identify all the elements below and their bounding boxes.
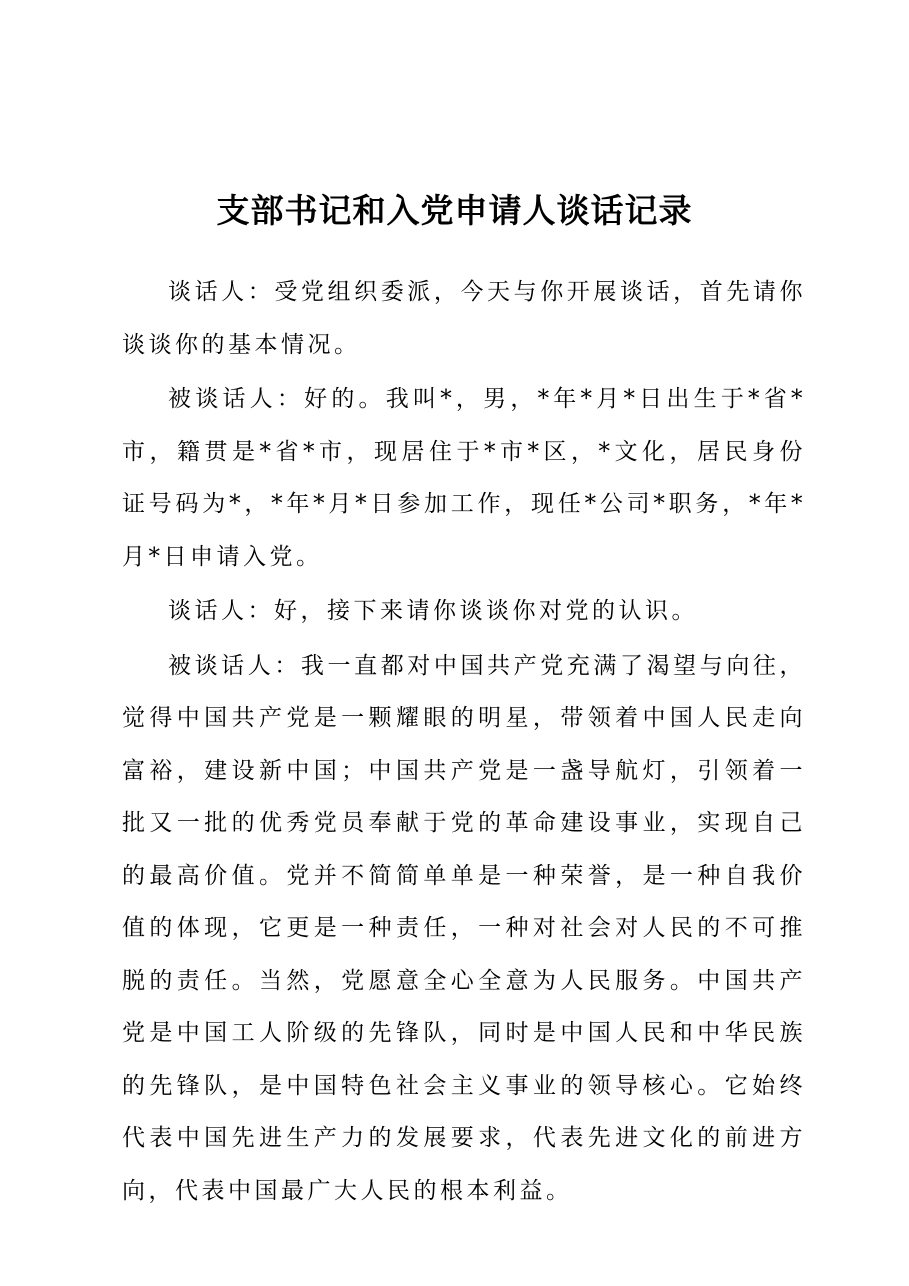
paragraph-interviewee-basic-info: 被谈话人：好的。我叫*，男，*年*月*日出生于*省*市，籍贯是*省*市，现居住于*市*区，*文化，居民身份证号码为*，*年*月*日参加工作，现任*公司*职务，*年*月*日申请入党。 xyxy=(122,386,806,570)
paragraph-interviewee-understanding: 被谈话人：我一直都对中国共产党充满了渴望与向往，觉得中国共产党是一颗耀眼的明星，带领着中国人民走向富裕，建设新中国；中国共产党是一盏导航灯，引领着一批又一批的优秀党员奉献于党的革命建设事业，实现自己的最高价值。党并不简简单单是一种荣誉，是一种自我价值的体现，它更是一种责任，一种对社会对人民的不可推脱的责任。当然，党愿意全心全意为人民服务。中国共产党是中国工人阶级的先锋队，同时是中国人民和中华民族的先锋队，是中国特色社会主义事业的领导核心。它始终代表中国先进生产力的发展要求，代表先进文化的前进方向，代表中国最广大人民的根本利益。 xyxy=(122,652,806,1204)
paragraph-interviewer-intro: 谈话人：受党组织委派，今天与你开展谈话，首先请你谈谈你的基本情况。 xyxy=(122,279,806,358)
paragraph-interviewer-question: 谈话人：好，接下来请你谈谈你对党的认识。 xyxy=(168,598,698,624)
document-title: 支部书记和入党申请人谈话记录 xyxy=(216,191,693,230)
document-body xyxy=(122,266,806,1219)
